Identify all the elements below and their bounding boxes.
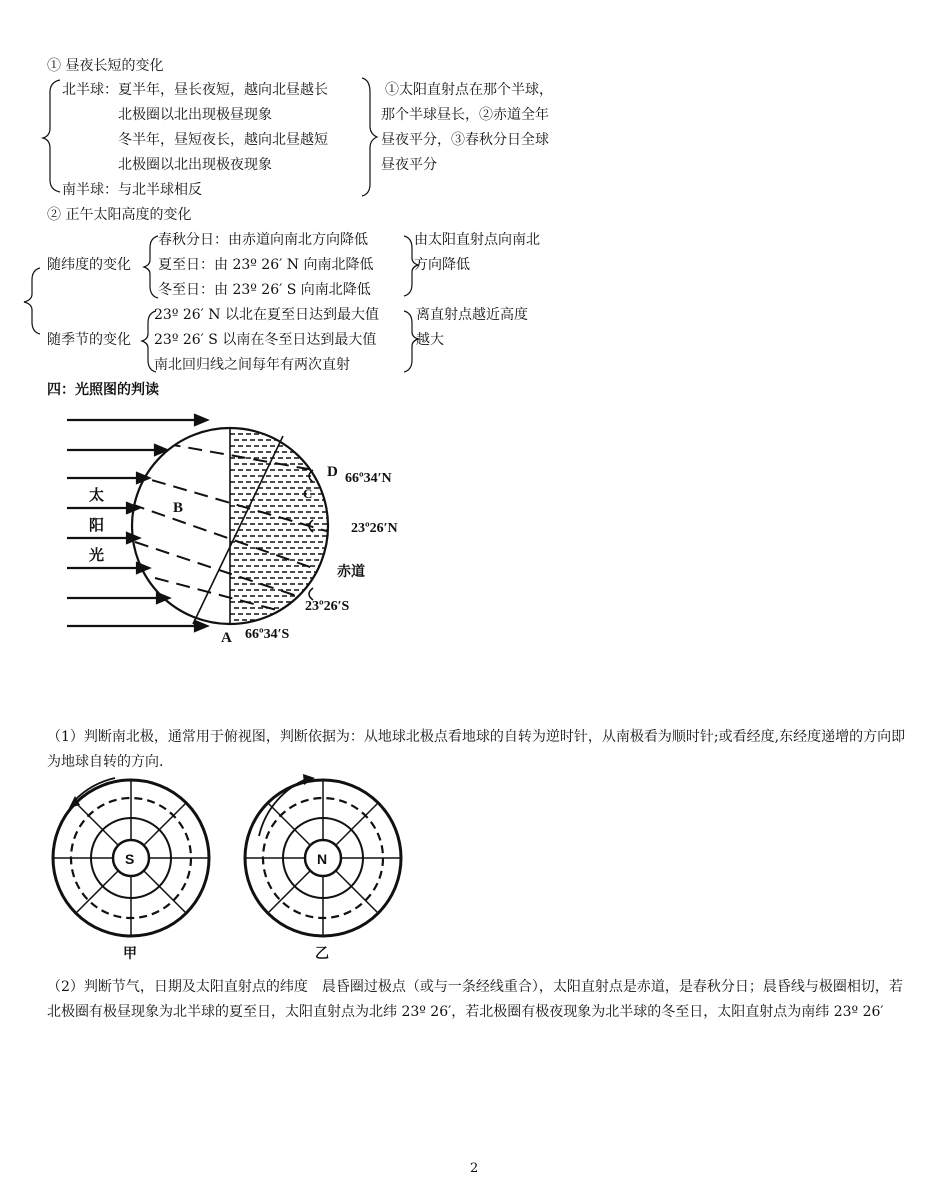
brace-season — [142, 311, 156, 372]
sun-char-2: 阳 — [89, 518, 105, 534]
brace-section1-right — [362, 78, 377, 196]
north-hemisphere-line1: 北半球：夏半年，昼长夜短，越向北昼越长 — [62, 82, 328, 98]
latitude-note-line2: 方向降低 — [414, 257, 470, 273]
south-hemisphere-line: 南半球：与北半球相反 — [62, 182, 202, 198]
latitude-note-line1: 由太阳直射点向南北 — [414, 232, 540, 248]
south-pole-label: S — [125, 851, 135, 867]
season-item-south: 23º 26′ S 以南在冬至日达到最大值 — [154, 332, 377, 348]
brace-latitude — [144, 236, 158, 298]
section1-title: ① 昼夜长短的变化 — [47, 58, 164, 74]
latitude-change-label: 随纬度的变化 — [47, 257, 131, 273]
point-d-label: D — [327, 464, 338, 480]
north-pole-label: N — [317, 851, 328, 867]
outline-braces — [0, 0, 950, 400]
north-hemisphere-line3: 冬半年，昼短夜长，越向北昼越短 — [118, 132, 328, 148]
lat-2326n-label: 23º26′N — [351, 521, 398, 536]
brace-section2-outer — [24, 268, 40, 334]
sun-char-3: 光 — [89, 548, 105, 564]
latitude-item-equinox: 春秋分日：由赤道向南北方向降低 — [158, 232, 368, 248]
season-item-north: 23º 26′ N 以北在夏至日达到最大值 — [154, 307, 379, 323]
season-item-tropics: 南北回归线之间每年有两次直射 — [154, 357, 350, 373]
paragraph-pole-judgement: （1）判断南北极，通常用于俯视图，判断依据为：从地球北极点看地球的自转为逆时针，从南极看为顺时针;或看经度,东经度递增的方向即为地球自转的方向. — [47, 729, 906, 770]
lat-2326s-label: 23º26′S — [305, 599, 350, 614]
note1-line2: 那个半球昼长，②赤道全年 — [381, 107, 549, 123]
lat-6634s-label: 66º34′S — [245, 627, 290, 642]
point-b-label: B — [173, 500, 184, 516]
brace-section1-left — [43, 80, 60, 192]
caption-yi: 乙 — [315, 945, 329, 961]
illumination-diagram — [45, 402, 440, 648]
note1-line4: 昼夜平分 — [381, 157, 437, 173]
sun-char-1: 太 — [89, 488, 105, 504]
point-c-label: C — [303, 486, 313, 501]
section4-heading: 四：光照图的判读 — [47, 382, 159, 398]
north-hemisphere-line4: 北极圈以北出现极夜现象 — [118, 157, 272, 173]
north-hemisphere-line2: 北极圈以北出现极昼现象 — [118, 107, 272, 123]
section2-title: ② 正午太阳高度的变化 — [47, 207, 192, 223]
lat-6634n-label: 66º34′N — [345, 471, 392, 486]
page-number: 2 — [470, 1161, 479, 1176]
season-note-line2: 越大 — [416, 332, 444, 348]
note1-line3: 昼夜平分，③春秋分日全球 — [381, 132, 549, 148]
latitude-item-summer: 夏至日：由 23º 26′ N 向南北降低 — [158, 257, 374, 273]
season-note-line1: 离直射点越近高度 — [416, 307, 528, 323]
caption-jia: 甲 — [123, 945, 137, 961]
polar-views-diagram — [45, 778, 425, 964]
paragraph-solar-term: （2）判断节气，日期及太阳直射点的纬度 晨昏圈过极点（或与一条经线重合），太阳直射点是赤道，是春秋分日；晨昏线与极圈相切，若北极圈有极昼现象为北半球的夏至日，太阳直射点为北纬 23º 26′，若北极圈有极夜现象为北半球的冬至日，太阳直射点为南纬 23º 26′ — [47, 979, 903, 1020]
season-change-label: 随季节的变化 — [47, 332, 131, 348]
brace-latitude-right — [404, 236, 418, 296]
point-a-label: A — [221, 630, 232, 646]
equator-label: 赤道 — [337, 565, 365, 580]
brace-season-right — [404, 311, 418, 372]
sunlight-arrows — [67, 415, 207, 631]
latitude-item-winter: 冬至日：由 23º 26′ S 向南北降低 — [158, 282, 371, 298]
note1-line1: ①太阳直射点在那个半球， — [385, 82, 553, 98]
